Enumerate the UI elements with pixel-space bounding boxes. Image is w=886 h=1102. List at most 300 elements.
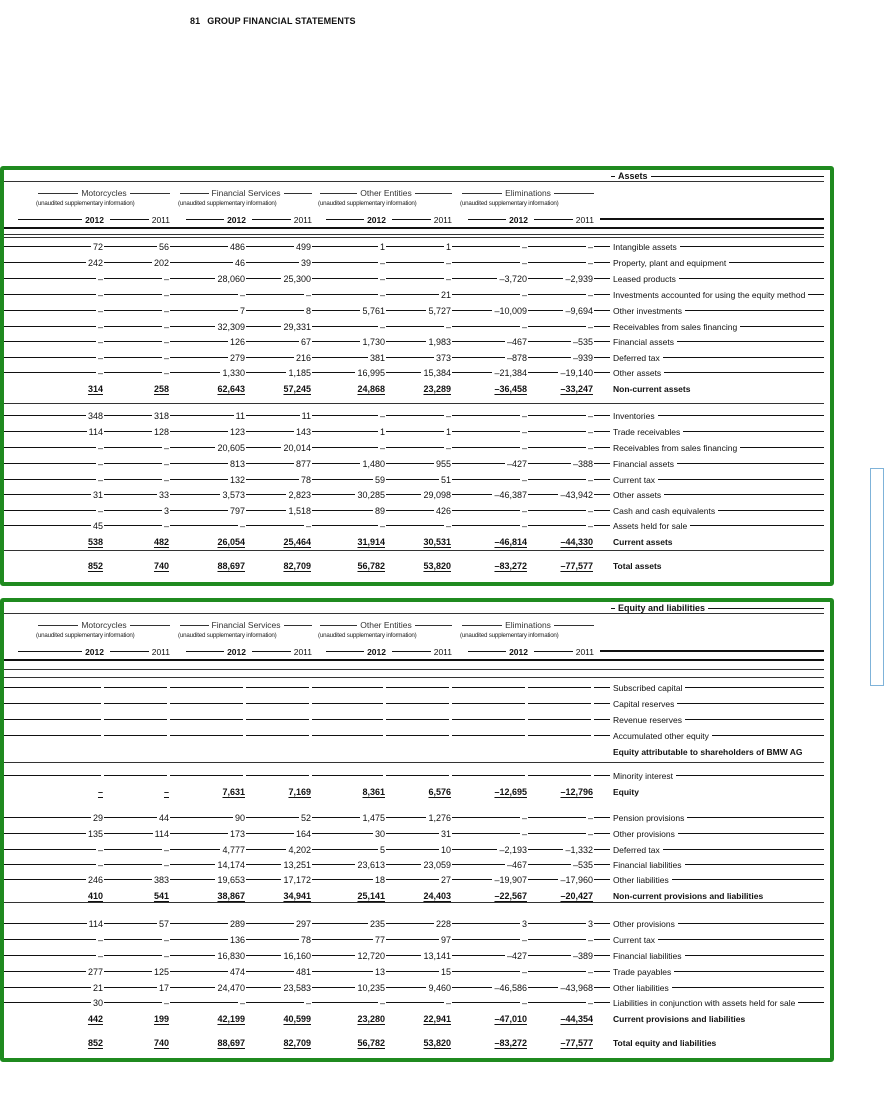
row-label-text: Equity [610, 787, 642, 797]
value-text: 57,245 [283, 384, 311, 394]
row-label [610, 728, 712, 744]
value-cell [242, 1035, 312, 1051]
value-text: –17,960 [560, 875, 593, 885]
value-cell [34, 558, 104, 574]
row-label [610, 1035, 719, 1051]
row-label [610, 334, 677, 350]
value-text: 29 [92, 813, 103, 823]
value-text: 53,820 [423, 1038, 451, 1048]
row-label [610, 932, 658, 948]
value-cell [242, 534, 312, 550]
value-text: 482 [153, 537, 169, 547]
value-text: – [521, 521, 527, 531]
value-cell [176, 440, 246, 456]
value-cell [458, 1011, 528, 1027]
value-text: – [379, 998, 385, 1008]
value-cell [458, 518, 528, 534]
value-text: 25,464 [283, 537, 311, 547]
page-number: 81 [190, 16, 201, 26]
value-text [449, 771, 452, 781]
value-text [449, 747, 452, 757]
column-group-header [180, 186, 312, 200]
value-text: – [97, 787, 103, 797]
value-cell [176, 712, 246, 728]
row-label-text: Cash and cash equivalents [610, 506, 718, 516]
value-cell [242, 350, 312, 366]
value-text: 30,285 [357, 490, 385, 500]
value-text: 29,098 [423, 490, 451, 500]
row-label [610, 239, 680, 255]
row-label-text: Other liabilities [610, 983, 672, 993]
column-group-note: (unaudited supplementary information) [178, 200, 277, 207]
row-label [610, 487, 664, 503]
column-group-note: (unaudited supplementary information) [318, 200, 417, 207]
value-cell [382, 995, 452, 1011]
value-text: – [379, 258, 385, 268]
value-cell [316, 334, 386, 350]
value-text: – [97, 935, 103, 945]
value-cell [242, 456, 312, 472]
row-label [610, 826, 678, 842]
value-cell [242, 826, 312, 842]
value-cell [316, 518, 386, 534]
value-cell [382, 980, 452, 996]
value-cell [524, 857, 594, 873]
table-row [4, 518, 824, 534]
value-text: 29,331 [283, 322, 311, 332]
value-text: 1,185 [288, 368, 311, 378]
column-group-label: Motorcycles [81, 620, 127, 630]
value-text [167, 715, 170, 725]
value-cell [316, 964, 386, 980]
value-cell [458, 872, 528, 888]
value-text: 23,059 [423, 860, 451, 870]
value-text: – [163, 951, 169, 961]
value-cell [458, 744, 528, 760]
value-cell [458, 728, 528, 744]
value-cell [458, 271, 528, 287]
value-cell [382, 319, 452, 335]
value-text: – [587, 829, 593, 839]
value-text: – [379, 521, 385, 531]
value-cell [524, 287, 594, 303]
value-text: 11 [235, 411, 245, 421]
value-cell [316, 271, 386, 287]
value-cell [382, 1011, 452, 1027]
value-text: – [97, 475, 103, 485]
value-text [167, 683, 170, 693]
value-cell [242, 948, 312, 964]
row-label-text: Pension provisions [610, 813, 687, 823]
value-cell [100, 287, 170, 303]
table-row [4, 287, 824, 303]
value-text: 164 [295, 829, 311, 839]
value-text: 136 [229, 935, 245, 945]
row-label-text: Financial liabilities [610, 860, 685, 870]
column-group-note: (unaudited supplementary information) [460, 200, 559, 207]
column-group-header [38, 618, 170, 632]
value-text: 20,605 [217, 443, 245, 453]
value-text: 72 [92, 242, 103, 252]
value-cell [524, 271, 594, 287]
assets-panel [0, 166, 834, 586]
row-label [610, 503, 718, 519]
year-header [110, 645, 170, 658]
table-row [4, 503, 824, 519]
value-text: 474 [229, 967, 245, 977]
value-cell [458, 768, 528, 784]
column-group-label: Financial Services [211, 620, 281, 630]
value-text: – [587, 427, 593, 437]
value-cell [382, 350, 452, 366]
value-text: 5,761 [362, 306, 385, 316]
value-cell [458, 487, 528, 503]
value-cell [34, 408, 104, 424]
value-text [591, 731, 594, 741]
row-label-text: Assets held for sale [610, 521, 690, 531]
year-label: 2012 [367, 214, 386, 225]
value-text: – [521, 411, 527, 421]
value-text: 1,276 [428, 813, 451, 823]
page-header-title: GROUP FINANCIAL STATEMENTS [207, 16, 356, 26]
value-text: –44,354 [560, 1014, 593, 1024]
table-row [4, 424, 824, 440]
value-text: 318 [153, 411, 169, 421]
value-cell [382, 964, 452, 980]
value-cell [34, 995, 104, 1011]
value-cell [458, 857, 528, 873]
table-row [4, 255, 824, 271]
year-header [534, 645, 594, 658]
value-cell [176, 784, 246, 800]
value-text [309, 683, 312, 693]
value-cell [242, 518, 312, 534]
value-text: –19,140 [560, 368, 593, 378]
value-cell [316, 456, 386, 472]
table-row [4, 964, 824, 980]
value-cell [524, 558, 594, 574]
value-cell [100, 744, 170, 760]
row-label-text: Subscribed capital [610, 683, 685, 693]
value-cell [458, 784, 528, 800]
row-label-text: Trade receivables [610, 427, 683, 437]
value-text: – [445, 521, 451, 531]
year-header [534, 213, 594, 226]
value-cell [176, 932, 246, 948]
value-cell [382, 948, 452, 964]
value-cell [34, 784, 104, 800]
value-text [591, 683, 594, 693]
value-cell [34, 334, 104, 350]
value-cell [176, 271, 246, 287]
value-cell [242, 744, 312, 760]
table-row [4, 680, 824, 696]
value-text: –77,577 [560, 561, 593, 571]
value-text: 24,868 [357, 384, 385, 394]
value-cell [176, 365, 246, 381]
value-text: –44,330 [560, 537, 593, 547]
value-cell [458, 842, 528, 858]
value-text: – [163, 860, 169, 870]
value-text [591, 699, 594, 709]
value-cell [242, 872, 312, 888]
value-text: 16,160 [283, 951, 311, 961]
value-cell [382, 424, 452, 440]
row-label-text: Other provisions [610, 919, 678, 929]
value-cell [176, 334, 246, 350]
value-text: 53,820 [423, 561, 451, 571]
value-cell [458, 995, 528, 1011]
value-cell [242, 916, 312, 932]
value-text [591, 747, 594, 757]
value-cell [382, 932, 452, 948]
value-cell [458, 680, 528, 696]
value-cell [524, 810, 594, 826]
value-text: 216 [295, 353, 311, 363]
value-cell [524, 1035, 594, 1051]
table-row [4, 948, 824, 964]
value-cell [382, 287, 452, 303]
value-text: 348 [87, 411, 103, 421]
value-text: 10 [440, 845, 451, 855]
value-text: –2,193 [499, 845, 527, 855]
value-cell [316, 842, 386, 858]
value-cell [176, 728, 246, 744]
value-cell [382, 271, 452, 287]
row-label-text: Current tax [610, 475, 658, 485]
value-cell [382, 810, 452, 826]
value-text: – [239, 521, 245, 531]
row-label [610, 768, 676, 784]
value-cell [524, 872, 594, 888]
value-cell [176, 744, 246, 760]
value-cell [242, 381, 312, 397]
row-label-text: Other assets [610, 490, 664, 500]
year-label: 2011 [151, 214, 170, 225]
value-cell [524, 350, 594, 366]
value-cell [34, 744, 104, 760]
value-text: – [445, 443, 451, 453]
value-cell [176, 696, 246, 712]
year-header [392, 213, 452, 226]
value-text: 235 [369, 919, 385, 929]
value-text: 410 [87, 891, 103, 901]
value-cell [242, 696, 312, 712]
value-cell [176, 842, 246, 858]
value-text: 246 [87, 875, 103, 885]
value-text: –878 [506, 353, 527, 363]
value-cell [100, 948, 170, 964]
value-cell [316, 365, 386, 381]
value-cell [176, 558, 246, 574]
value-text: – [163, 935, 169, 945]
section-title-text: Equity and liabilities [618, 603, 706, 613]
value-cell [176, 768, 246, 784]
value-text: 10,235 [357, 983, 385, 993]
value-cell [100, 255, 170, 271]
value-cell [100, 487, 170, 503]
value-cell [34, 964, 104, 980]
value-text: – [445, 411, 451, 421]
value-text [591, 771, 594, 781]
year-label: 2012 [227, 214, 246, 225]
row-label [610, 365, 664, 381]
page-header [190, 16, 356, 26]
table-row [4, 365, 824, 381]
value-cell [382, 696, 452, 712]
value-cell [100, 696, 170, 712]
year-label: 2011 [575, 214, 594, 225]
section-title-text: Assets [618, 171, 648, 181]
value-cell [458, 334, 528, 350]
value-cell [316, 440, 386, 456]
row-label [610, 784, 642, 800]
value-text: 38,867 [217, 891, 245, 901]
value-cell [316, 558, 386, 574]
value-cell [458, 287, 528, 303]
row-label [610, 440, 740, 456]
value-text: 1,518 [288, 506, 311, 516]
value-cell [242, 440, 312, 456]
value-text [309, 747, 312, 757]
value-text: 4,777 [222, 845, 245, 855]
value-text: 9,460 [428, 983, 451, 993]
value-cell [382, 857, 452, 873]
value-cell [176, 487, 246, 503]
value-text: – [163, 459, 169, 469]
value-cell [34, 948, 104, 964]
value-text: 314 [87, 384, 103, 394]
value-cell [524, 303, 594, 319]
row-label [610, 456, 677, 472]
value-text: 6,576 [428, 787, 451, 797]
value-text: 126 [229, 337, 245, 347]
year-header [252, 645, 312, 658]
value-cell [316, 826, 386, 842]
value-text: 3 [521, 919, 527, 929]
value-cell [524, 456, 594, 472]
value-cell [316, 680, 386, 696]
value-cell [242, 995, 312, 1011]
value-cell [100, 440, 170, 456]
value-text: 25,300 [283, 274, 311, 284]
value-cell [458, 503, 528, 519]
value-text: 114 [88, 919, 103, 929]
value-text: 499 [295, 242, 311, 252]
value-text: 14,174 [217, 860, 245, 870]
value-text: 24,403 [423, 891, 451, 901]
value-text: – [587, 242, 593, 252]
value-text: – [97, 274, 103, 284]
value-text: 62,643 [217, 384, 245, 394]
value-text: – [587, 411, 593, 421]
value-cell [316, 696, 386, 712]
row-label-text: Investments accounted for using the equity method [610, 290, 808, 300]
value-text [167, 699, 170, 709]
column-group-header [462, 618, 594, 632]
column-group-label: Other Entities [360, 620, 412, 630]
value-cell [34, 381, 104, 397]
value-cell [382, 503, 452, 519]
value-cell [382, 472, 452, 488]
value-cell [100, 712, 170, 728]
value-cell [316, 487, 386, 503]
value-cell [524, 964, 594, 980]
value-cell [458, 558, 528, 574]
column-group-header [38, 186, 170, 200]
value-cell [524, 826, 594, 842]
row-label-text: Capital reserves [610, 699, 677, 709]
value-text: 57 [158, 919, 169, 929]
value-text: –33,247 [560, 384, 593, 394]
value-text: 88,697 [217, 1038, 245, 1048]
value-text: –12,695 [494, 787, 527, 797]
side-tab[interactable] [870, 468, 884, 686]
table-row [4, 334, 824, 350]
value-text: 123 [229, 427, 245, 437]
value-text: – [305, 521, 311, 531]
value-cell [382, 728, 452, 744]
column-group-note: (unaudited supplementary information) [460, 632, 559, 639]
value-text: 135 [87, 829, 103, 839]
value-text: 56 [158, 242, 169, 252]
row-label-text: Accumulated other equity [610, 731, 712, 741]
value-text: 13,141 [423, 951, 451, 961]
value-text: 20,014 [283, 443, 311, 453]
value-cell [242, 964, 312, 980]
value-text: 56,782 [357, 561, 385, 571]
value-cell [100, 980, 170, 996]
value-text: 33 [158, 490, 169, 500]
value-text: 23,280 [357, 1014, 385, 1024]
value-text: – [163, 521, 169, 531]
value-cell [34, 456, 104, 472]
value-cell [34, 916, 104, 932]
table-row [4, 980, 824, 996]
value-cell [524, 842, 594, 858]
row-label [610, 381, 693, 397]
value-cell [242, 680, 312, 696]
value-text: –19,907 [494, 875, 527, 885]
value-cell [34, 472, 104, 488]
column-group-label: Motorcycles [81, 188, 127, 198]
value-cell [100, 916, 170, 932]
value-cell [382, 680, 452, 696]
row-label-text: Other provisions [610, 829, 678, 839]
value-cell [176, 424, 246, 440]
year-header [110, 213, 170, 226]
value-text: 128 [153, 427, 169, 437]
value-cell [242, 303, 312, 319]
value-cell [34, 440, 104, 456]
value-text: 373 [435, 353, 451, 363]
value-text: – [163, 353, 169, 363]
value-text: –427 [506, 459, 527, 469]
value-text: 114 [154, 829, 169, 839]
value-cell [34, 303, 104, 319]
value-cell [458, 712, 528, 728]
value-text [309, 771, 312, 781]
table-row [4, 487, 824, 503]
row-label [610, 287, 808, 303]
value-cell [34, 271, 104, 287]
value-cell [100, 995, 170, 1011]
equity-liabilities-panel [0, 598, 834, 1062]
value-cell [100, 350, 170, 366]
value-text: 25,141 [357, 891, 385, 901]
value-cell [524, 728, 594, 744]
value-text: 59 [374, 475, 385, 485]
